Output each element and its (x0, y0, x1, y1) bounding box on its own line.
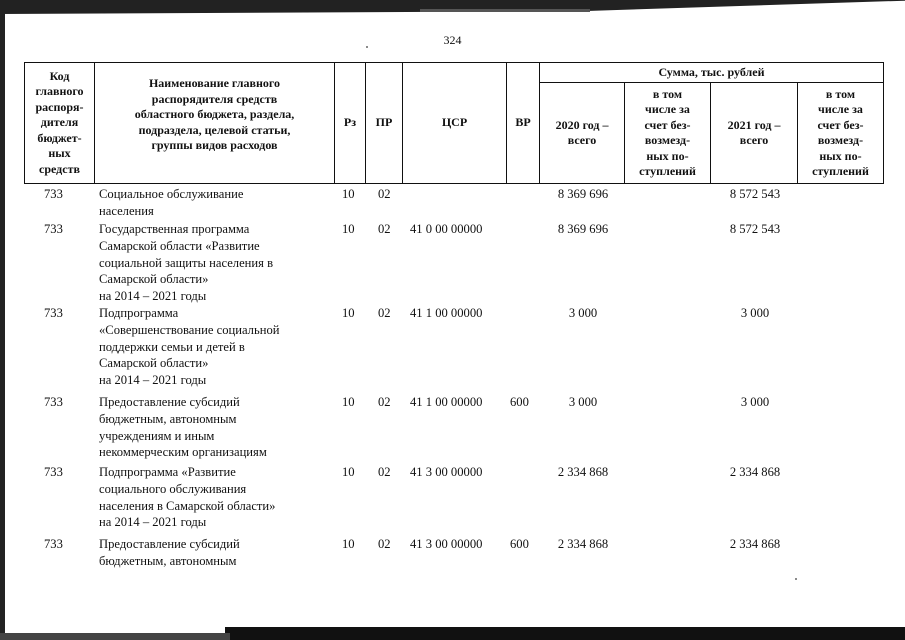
page-number: 324 (443, 33, 462, 47)
header-rz: Рз (343, 115, 357, 130)
cell-rz: 10 (342, 465, 355, 479)
cell-sum-2020: 8 369 696 (557, 222, 609, 236)
cell-rz: 10 (342, 187, 355, 201)
cell-rz: 10 (342, 306, 355, 320)
scan-edge-bottom-left (0, 633, 230, 640)
cell-csr: 41 3 00 00000 (410, 465, 483, 479)
cell-sum-2021: 8 572 543 (729, 222, 781, 236)
cell-csr: 41 0 00 00000 (410, 222, 483, 236)
cell-csr: 41 3 00 00000 (410, 537, 483, 551)
header-code: Код главного распоря- дителя бюджет- ных средств (35, 68, 84, 176)
cell-pr: 02 (378, 465, 391, 479)
scan-edge-bottom (225, 627, 905, 640)
scan-edge-left (0, 0, 5, 640)
cell-vr: 600 (510, 395, 529, 409)
cell-sum-2020: 2 334 868 (557, 537, 609, 551)
cell-sum-2021: 3 000 (740, 306, 770, 320)
cell-rz: 10 (342, 222, 355, 236)
cell-code: 733 (44, 222, 63, 236)
header-name: Наименование главного распорядителя средств областного бюджета, раздела, подраздела, целевой статьи, группы видов расходов (134, 76, 295, 153)
header-pr: ПР (375, 115, 393, 130)
header-2021-total: 2021 год – всего (727, 117, 781, 147)
header-sum-group: Сумма, тыс. рублей (658, 64, 765, 79)
cell-sum-2020: 3 000 (568, 395, 598, 409)
table-header (24, 62, 884, 184)
cell-rz: 10 (342, 537, 355, 551)
cell-code: 733 (44, 187, 63, 201)
header-2020-free: в том числе за счет без- возмезд- ных по- ступлений (639, 86, 696, 178)
header-csr: ЦСР (441, 115, 468, 130)
cell-sum-2021: 8 572 543 (729, 187, 781, 201)
cell-pr: 02 (378, 306, 391, 320)
cell-pr: 02 (378, 187, 391, 201)
cell-name: Подпрограмма «Развитие социального обслуживания населения в Самарской области» на 2014 – 2021 годы (99, 465, 276, 530)
cell-name: Предоставление субсидий бюджетным, автономным учреждениям и иным некоммерческим организациям (99, 395, 267, 460)
header-2020-total: 2020 год – всего (555, 117, 609, 147)
cell-csr: 41 1 00 00000 (410, 306, 483, 320)
cell-name: Предоставление субсидий бюджетным, автономным (99, 537, 240, 568)
cell-csr: 41 1 00 00000 (410, 395, 483, 409)
cell-code: 733 (44, 465, 63, 479)
cell-sum-2021: 2 334 868 (729, 537, 781, 551)
header-2021-free: в том числе за счет без- возмезд- ных по- ступлений (812, 86, 869, 178)
cell-code: 733 (44, 306, 63, 320)
cell-code: 733 (44, 395, 63, 409)
cell-sum-2021: 3 000 (740, 395, 770, 409)
scan-speck (795, 578, 797, 580)
cell-name: Социальное обслуживание населения (99, 187, 244, 218)
cell-name: Подпрограмма «Совершенствование социальной поддержки семьи и детей в Самарской области» на 2014 – 2021 годы (99, 306, 280, 388)
cell-sum-2020: 2 334 868 (557, 465, 609, 479)
cell-name: Государственная программа Самарской области «Развитие социальной защиты населения в Самарской области» на 2014 – 2021 годы (99, 222, 274, 304)
cell-pr: 02 (378, 537, 391, 551)
cell-sum-2021: 2 334 868 (729, 465, 781, 479)
cell-code: 733 (44, 537, 63, 551)
cell-vr: 600 (510, 537, 529, 551)
cell-pr: 02 (378, 395, 391, 409)
cell-sum-2020: 8 369 696 (557, 187, 609, 201)
cell-pr: 02 (378, 222, 391, 236)
scan-edge-mark (420, 9, 590, 12)
header-vr: ВР (515, 115, 531, 130)
cell-rz: 10 (342, 395, 355, 409)
cell-sum-2020: 3 000 (568, 306, 598, 320)
